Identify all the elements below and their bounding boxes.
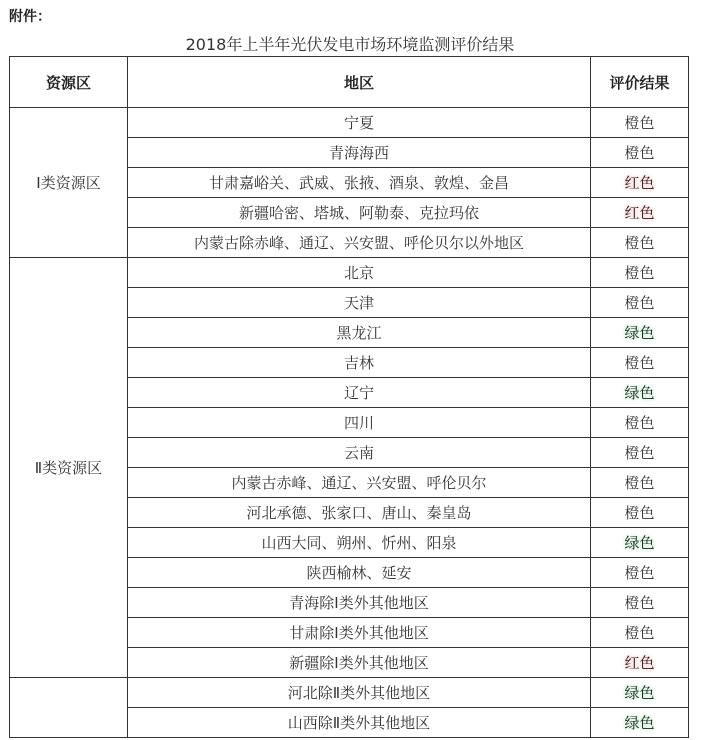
region-cell: 北京 <box>128 258 591 288</box>
rating-orange-label: 橙色 <box>624 444 655 462</box>
table-row <box>10 108 689 138</box>
rating-green-label: 绿色 <box>624 384 655 402</box>
region-cell: 新疆哈密、塔城、阿勒泰、克拉玛依 <box>128 198 591 228</box>
table-header-row <box>10 57 689 108</box>
region-cell: 内蒙古赤峰、通辽、兴安盟、呼伦贝尔 <box>128 468 591 498</box>
column-header-rating: 评价结果 <box>591 57 689 108</box>
rating-orange-label: 橙色 <box>624 354 655 372</box>
rating-green-label: 绿色 <box>624 714 655 732</box>
rating-cell <box>591 378 689 408</box>
rating-green-label: 绿色 <box>624 534 655 552</box>
rating-cell <box>591 348 689 378</box>
rating-cell <box>591 528 689 558</box>
rating-cell <box>591 168 689 198</box>
rating-cell <box>591 498 689 528</box>
rating-cell <box>591 648 689 678</box>
column-header-region: 地区 <box>128 57 591 108</box>
region-cell: 山西除Ⅱ类外其他地区 <box>128 708 591 738</box>
rating-cell <box>591 678 689 708</box>
rating-orange-label: 橙色 <box>624 474 655 492</box>
region-cell: 陕西榆林、延安 <box>128 558 591 588</box>
region-cell: 内蒙古除赤峰、通辽、兴安盟、呼伦贝尔以外地区 <box>128 228 591 258</box>
rating-cell <box>591 468 689 498</box>
rating-cell <box>591 258 689 288</box>
region-cell: 山西大同、朔州、忻州、阳泉 <box>128 528 591 558</box>
resource-zone-cell <box>10 678 128 738</box>
rating-green-label: 绿色 <box>624 684 655 702</box>
region-cell: 甘肃除Ⅰ类外其他地区 <box>128 618 591 648</box>
rating-cell <box>591 318 689 348</box>
region-cell: 甘肃嘉峪关、武威、张掖、酒泉、敦煌、金昌 <box>128 168 591 198</box>
document-title: 2018年上半年光伏发电市场环境监测评价结果 <box>185 35 515 54</box>
evaluation-table <box>9 56 689 738</box>
rating-orange-label: 橙色 <box>624 264 655 282</box>
rating-red-label: 红色 <box>624 654 655 672</box>
rating-cell <box>591 708 689 738</box>
rating-orange-label: 橙色 <box>624 144 655 162</box>
rating-red-label: 红色 <box>624 204 655 222</box>
rating-cell <box>591 228 689 258</box>
rating-cell <box>591 558 689 588</box>
region-cell: 青海除Ⅰ类外其他地区 <box>128 588 591 618</box>
rating-cell <box>591 288 689 318</box>
region-cell: 河北除Ⅱ类外其他地区 <box>128 678 591 708</box>
region-cell: 黑龙江 <box>128 318 591 348</box>
rating-orange-label: 橙色 <box>624 234 655 252</box>
table-body <box>10 108 689 738</box>
rating-orange-label: 橙色 <box>624 504 655 522</box>
rating-cell <box>591 588 689 618</box>
rating-green-label: 绿色 <box>624 324 655 342</box>
rating-cell <box>591 198 689 228</box>
table-row <box>10 678 689 708</box>
rating-orange-label: 橙色 <box>624 594 655 612</box>
region-cell: 辽宁 <box>128 378 591 408</box>
rating-orange-label: 橙色 <box>624 624 655 642</box>
resource-zone-cell: Ⅱ类资源区 <box>10 258 128 678</box>
region-cell: 天津 <box>128 288 591 318</box>
region-cell: 吉林 <box>128 348 591 378</box>
table-row <box>10 258 689 288</box>
rating-cell <box>591 138 689 168</box>
rating-cell <box>591 108 689 138</box>
region-cell: 云南 <box>128 438 591 468</box>
rating-cell <box>591 438 689 468</box>
rating-orange-label: 橙色 <box>624 414 655 432</box>
region-cell: 河北承德、张家口、唐山、秦皇岛 <box>128 498 591 528</box>
region-cell: 青海海西 <box>128 138 591 168</box>
column-header-zone: 资源区 <box>10 57 128 108</box>
attachment-label: 附件： <box>9 9 51 25</box>
region-cell: 宁夏 <box>128 108 591 138</box>
rating-red-label: 红色 <box>624 174 655 192</box>
region-cell: 新疆除Ⅰ类外其他地区 <box>128 648 591 678</box>
rating-cell <box>591 618 689 648</box>
rating-orange-label: 橙色 <box>624 294 655 312</box>
rating-orange-label: 橙色 <box>624 564 655 582</box>
rating-cell <box>591 408 689 438</box>
region-cell: 四川 <box>128 408 591 438</box>
resource-zone-cell: Ⅰ类资源区 <box>10 108 128 258</box>
rating-orange-label: 橙色 <box>624 114 655 132</box>
